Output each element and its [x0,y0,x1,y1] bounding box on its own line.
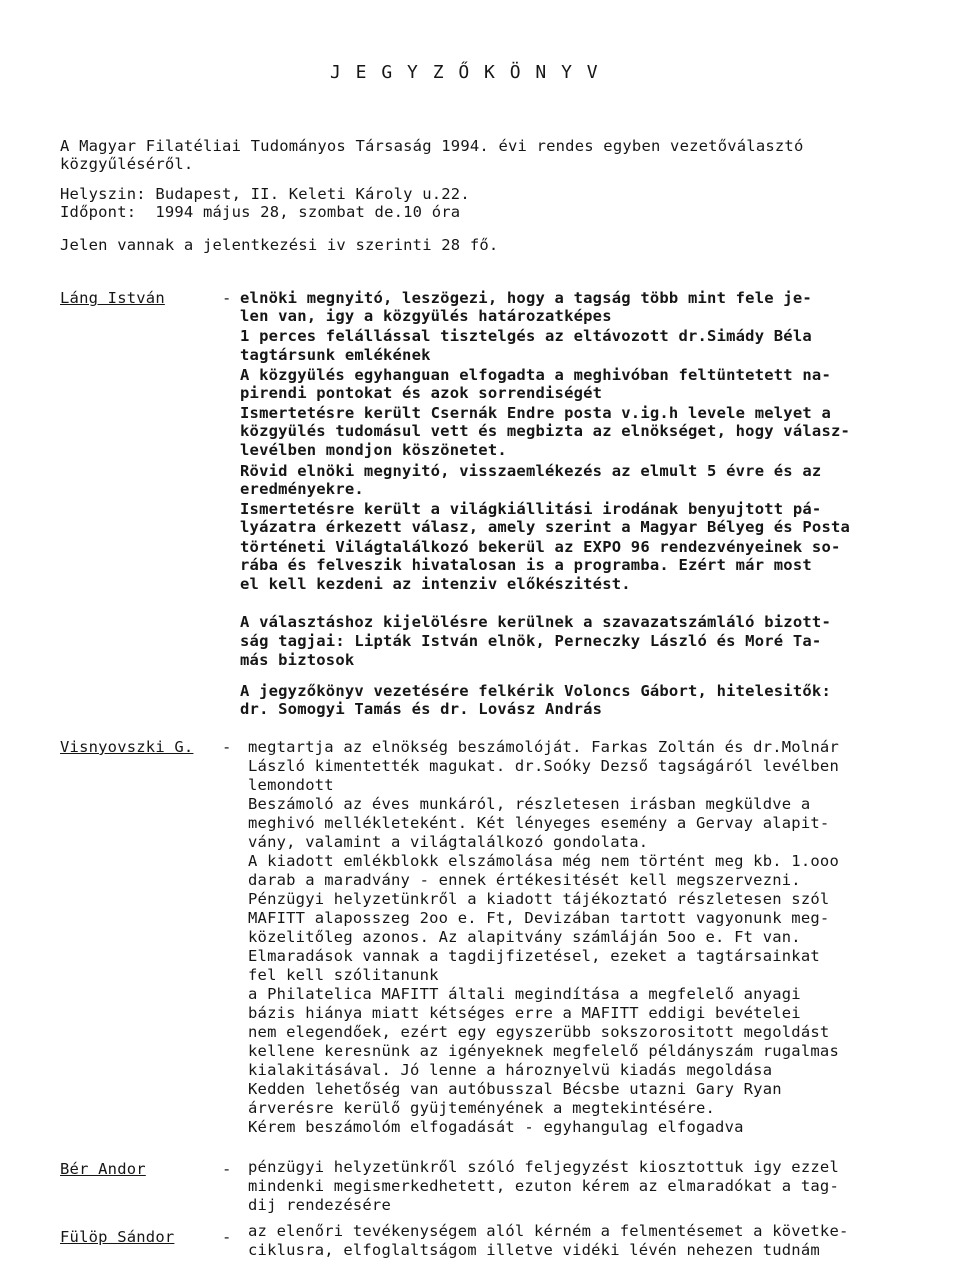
date-line: Időpont: 1994 május 28, szombat de.10 óra [60,203,461,221]
text-line: Kedden lehetőség van autóbusszal Bécsbe utazni Gary Ryan [248,1080,782,1098]
text-line: dij rendezésére [248,1196,391,1214]
text-line: meghivó mellékleteként. Két lényeges esemény a Gervay alapit- [248,814,830,832]
attendance-line: Jelen vannak a jelentkezési iv szerinti 28 fő. [60,236,499,254]
speaker-dash: - [222,289,232,307]
text-line: Beszámoló az éves munkáról, részletesen irásban megküldve a [248,795,811,813]
intro-line: közgyűléséről. [60,155,194,173]
text-line: rába és felveszik hivatalosan is a programba. Ezért már most [240,556,812,574]
text-line: nem elegendőek, ezért egy egyszerübb sokszorositott megoldást [248,1023,830,1041]
text-line: darab a maradvány - ennek értékesitését kell megszervezni. [248,871,801,889]
speaker-dash: - [222,738,232,756]
text-line: Pénzügyi helyzetünkről a kiadott tájékoztató részletesen szól [248,890,830,908]
text-line: A közgyülés egyhanguan elfogadta a meghivóban feltüntetett na- [240,366,831,384]
text-line: Ismertetésre került Csernák Endre posta v.ig.h levele melyet a [240,404,831,422]
text-line: fel kell szólitanunk [248,966,439,984]
text-line: Kérem beszámolóm elfogadását - egyhangulag elfogadva [248,1118,744,1136]
speaker-name: Fülöp Sándor [60,1228,175,1246]
text-line: megtartja az elnökség beszámolóját. Farkas Zoltán és dr.Molnár [248,738,839,756]
text-line: eredményekre. [240,480,364,498]
text-line: árverésre kerülő gyüjteményének a megtekintésére. [248,1099,716,1117]
text-line: pénzügyi helyzetünkről szóló feljegyzést kiosztottuk igy ezzel [248,1158,839,1176]
intro-line: A Magyar Filatéliai Tudományos Társaság 1994. évi rendes egyben vezetőválasztó [60,137,804,155]
text-line: vány, valamint a világtalálkozó gondolata. [248,833,649,851]
text-line: elnöki megnyitó, leszögezi, hogy a tagság több mint fele je- [240,289,812,307]
speaker-name: Visnyovszki G. [60,738,194,756]
text-line: A jegyzőkönyv vezetésére felkérik Voloncs Gábort, hitelesitők: [240,682,831,700]
text-line: dr. Somogyi Tamás és dr. Lovász András [240,700,603,718]
text-line: bázis hiánya miatt kétséges erre a MAFITT eddigi bevételei [248,1004,801,1022]
text-line: Ismertetésre került a világkiállitási irodának benyujtott pá- [240,500,822,518]
text-line: A kiadott emlékblokk elszámolása még nem történt meg kb. 1.ooo [248,852,839,870]
text-line: A választáshoz kijelölésre kerülnek a szavazatszámláló bizott- [240,613,831,631]
text-line: el kell kezdeni az intenziv előkészitést. [240,575,631,593]
text-line: MAFITT alaposszeg 2oo e. Ft, Devizában tartott vagyonunk meg- [248,909,830,927]
text-line: ciklusra, elfoglaltságom illetve vidéki lévén nehezen tudnám [248,1241,820,1259]
text-line: történeti Világtalálkozó bekerül az EXPO 96 rendezvényeinek so- [240,538,841,556]
text-line: László kimentették magukat. dr.Soóky Dezső tagságáról levélben [248,757,839,775]
text-line: más biztosok [240,651,355,669]
text-line: lemondott [248,776,334,794]
speaker-name: Bér Andor [60,1160,146,1178]
text-line: 1 perces felállással tisztelgés az eltávozott dr.Simády Béla [240,327,812,345]
text-line: mindenki megismerkedhetett, ezuton kérem az elmaradókat a tag- [248,1177,839,1195]
text-line: közelitőleg azonos. Az alapitvány számláján 5oo e. Ft van. [248,928,801,946]
speaker-name: Láng István [60,289,165,307]
location-line: Helyszin: Budapest, II. Keleti Károly u.22. [60,185,470,203]
text-line: az elenőri tevékenységem alól kérném a felmentésemet a követke- [248,1222,849,1240]
text-line: lyázatra érkezett válasz, amely szerint a Magyar Bélyeg és Posta [240,518,851,536]
text-line: közgyülés tudomásul vett és megbizta az elnökséget, hogy válasz- [240,422,851,440]
text-line: kellene keresnünk az igényeknek megfelelő példányszám rugalmas [248,1042,839,1060]
speaker-dash: - [222,1228,232,1246]
text-line: tagtársunk emlékének [240,346,431,364]
document-title: J E G Y Z Ő K Ö N Y V [330,62,600,83]
text-line: Elmaradások vannak a tagdijfizetésel, ezeket a tagtársainkat [248,947,820,965]
text-line: len van, igy a közgyülés határozatképes [240,307,612,325]
text-line: pirendi pontokat és azok sorrendiségét [240,384,603,402]
text-line: kialakitásával. Jó lenne a hároznyelvü kiadás megoldása [248,1061,773,1079]
text-line: levélben mondjon köszönetet. [240,441,507,459]
speaker-dash: - [222,1160,232,1178]
text-line: a Philatelica MAFITT általi megindítása a megfelelő anyagi [248,985,801,1003]
text-line: ság tagjai: Lipták István elnök, Perneczky László és Moré Ta- [240,632,822,650]
text-line: Rövid elnöki megnyitó, visszaemlékezés az elmult 5 évre és az [240,462,822,480]
